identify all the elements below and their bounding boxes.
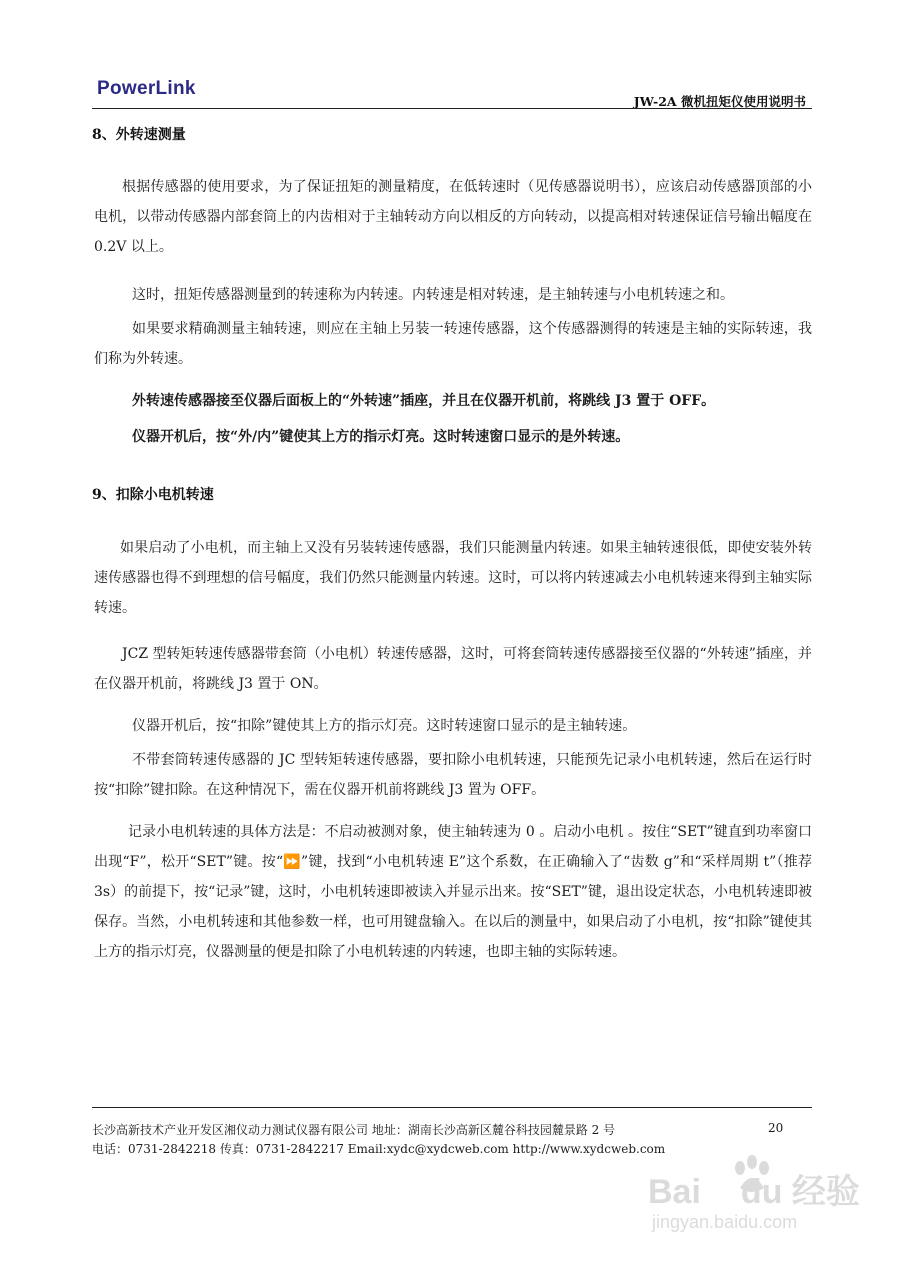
section-8-paragraph: 根据传感器的使用要求，为了保证扭矩的测量精度，在低转速时（见传感器说明书），应该启动传感器顶部的小电机，以带动传感器内部套筒上的内齿相对于主轴转动方向以相反的方向转动，以提高相对转速保证信号输出幅度在 0.2V 以上。 <box>94 179 812 255</box>
watermark-brand-right: du 经验 <box>740 1173 860 1211</box>
page-number: 20 <box>768 1121 784 1135</box>
paw-icon <box>730 1154 774 1198</box>
document-title: JW-2A 微机扭矩仪使用说明书 <box>633 94 806 109</box>
section-9-paragraph: 不带套筒转速传感器的 JC 型转矩转速传感器，要扣除小电机转速，只能预先记录小电机转速，然后在运行时按“扣除”键扣除。在这种情况下，需在仪器开机前将跳线 J3 置为 OFF。 <box>94 752 812 798</box>
footer-divider <box>92 1107 812 1108</box>
section-8-heading: 8、外转速测量 <box>92 127 186 143</box>
section-9-heading: 9、扣除小电机转速 <box>92 487 214 503</box>
section-9-paragraph: 仪器开机后，按“扣除”键使其上方的指示灯亮。这时转速窗口显示的是主轴转速。 <box>132 718 637 734</box>
section-8-paragraph: 仪器开机后，按“外/内”键使其上方的指示灯亮。这时转速窗口显示的是外转速。 <box>132 429 630 445</box>
section-8-paragraph: 这时，扭矩传感器测量到的转速称为内转速。内转速是相对转速，是主轴转速与小电机转速之和。 <box>132 287 734 303</box>
powerlink-logo: PowerLink <box>97 78 196 99</box>
baidu-jingyan-watermark <box>648 1150 860 1246</box>
watermark-brand-left: Bai <box>648 1173 701 1211</box>
section-9-paragraph: JCZ 型转矩转速传感器带套筒（小电机）转速传感器，这时，可将套筒转速传感器接至仪器的“外转速”插座，并在仪器开机前，将跳线 J3 置于 ON。 <box>94 646 812 692</box>
footer-company-address: 长沙高新技术产业开发区湘仪动力测试仪器有限公司 地址：湖南长沙高新区麓谷科技园麓景路 2 号 <box>92 1123 616 1137</box>
section-8-paragraph: 外转速传感器接至仪器后面板上的“外转速”插座，并且在仪器开机前，将跳线 J3 置于 OFF。 <box>132 393 716 409</box>
watermark-url: jingyan.baidu.com <box>652 1212 798 1232</box>
footer-contact: 电话：0731-2842218 传真：0731-2842217 Email:xydc@xydcweb.com http://www.xydcweb.com <box>92 1142 666 1156</box>
header-divider <box>92 108 812 109</box>
section-8-paragraph: 如果要求精确测量主轴转速，则应在主轴上另装一转速传感器，这个传感器测得的转速是主轴的实际转速，我们称为外转速。 <box>94 321 812 367</box>
section-9-paragraph: 记录小电机转速的具体方法是：不启动被测对象，使主轴转速为 0 。启动小电机 。按住“SET”键直到功率窗口出现“F”，松开“SET”键。按“⏩”键，找到“小电机转速 E”这个系数，在正确输入了“齿数 g”和“采样周期 t”（推荐 3s）的前提下，按“记录”键，这时，小电机转速即被读入并显示出来。按“SET”键，退出设定状态，小电机转速即被保存。当然，小电机转速和其他参数一样，也可用键盘输入。在以后的测量中，如果启动了小电机，按“扣除”键使其 上方的指示灯亮，仪器测量的便是扣除了小电机转速的内转速，也即主轴的实际转速。 <box>94 824 812 960</box>
section-9-paragraph: 如果启动了小电机，而主轴上又没有另装转速传感器，我们只能测量内转速。如果主轴转速很低，即使安装外转速传感器也得不到理想的信号幅度，我们仍然只能测量内转速。这时，可以将内转速减去小电机转速来得到主轴实际转速。 <box>94 540 812 616</box>
